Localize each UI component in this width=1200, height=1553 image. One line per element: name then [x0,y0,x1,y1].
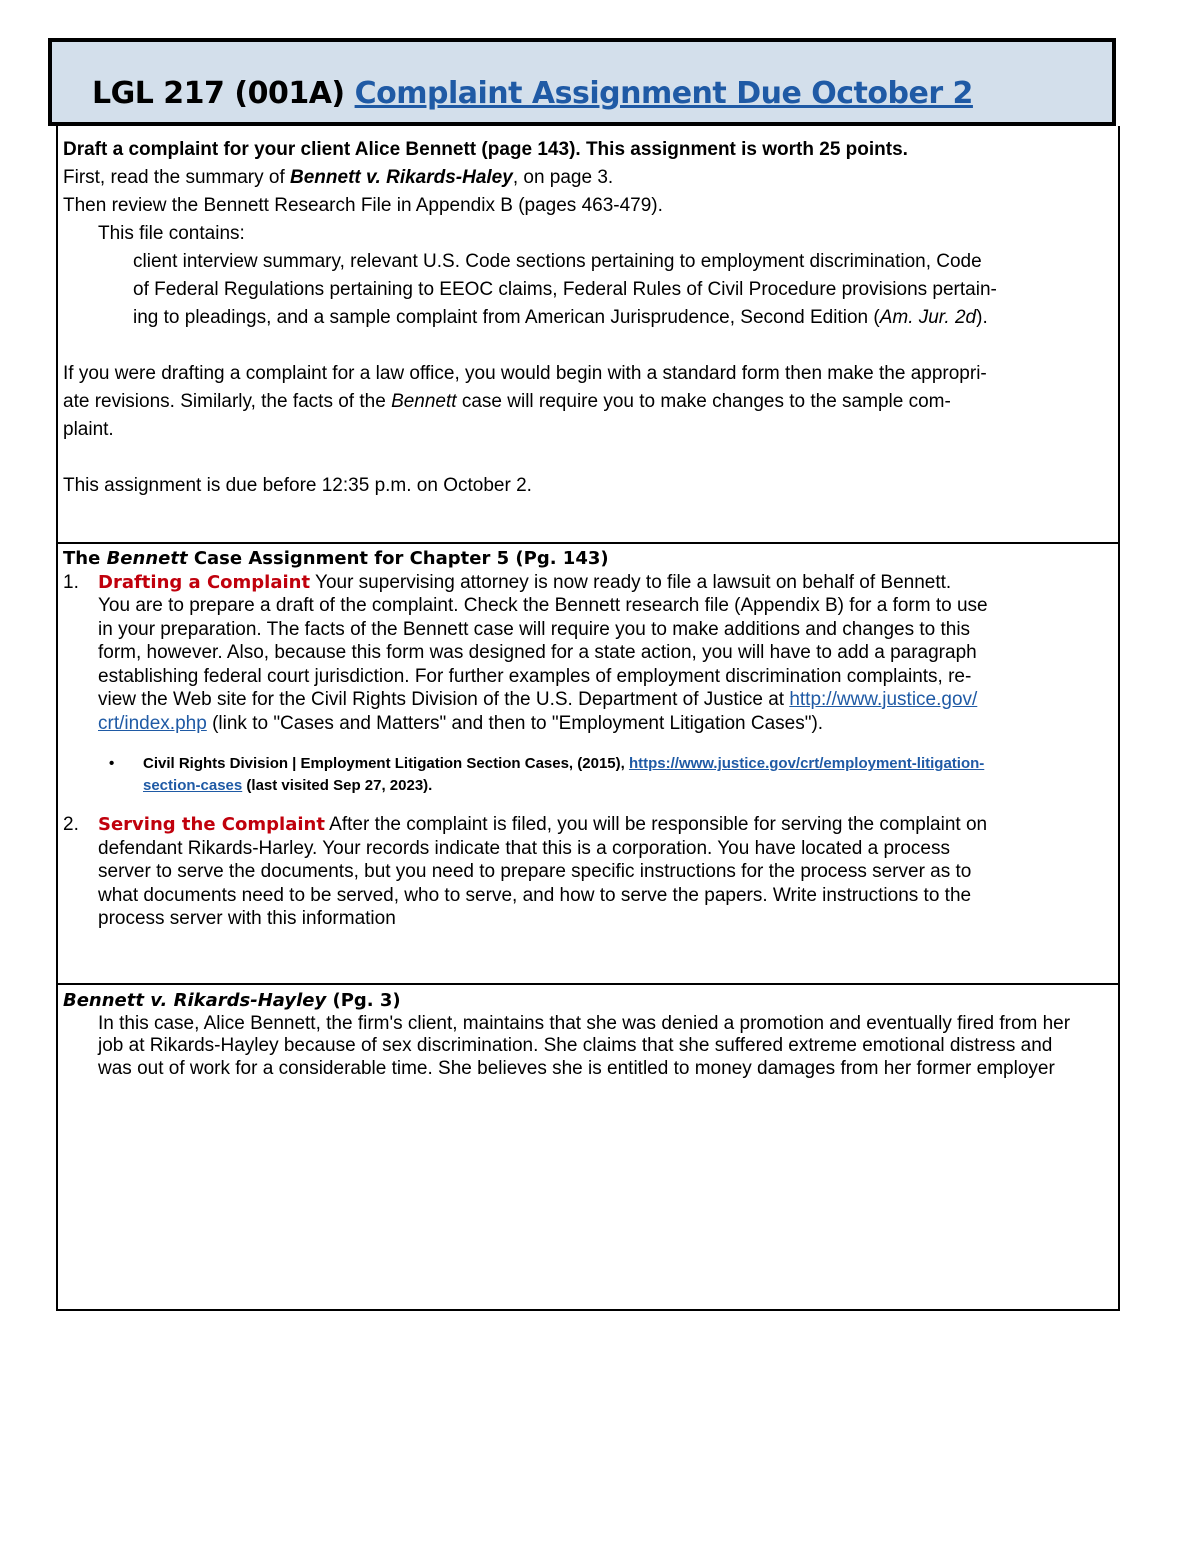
citation-bullet: • Civil Rights Division | Employment Litigation Section Cases, (2015), https://www.justice.gov/crt/employment-litigation- section-cases (last visited Sep 27, 2023). [109,753,1115,797]
doj-link-continued[interactable]: crt/index.php [98,712,207,734]
item-title-drafting: Drafting a Complaint [98,571,311,593]
doj-link[interactable]: http://www.justice.gov/ [789,689,978,710]
due-date-note: This assignment is due before 12:35 p.m. on October 2. [63,475,532,496]
item-title-serving: Serving the Complaint [98,814,325,835]
case-summary-text: In this case, Alice Bennett, the firm's client, maintains that she was denied a promotion and eventually fired from her job at Rikards-Hayley because of sex discrimination. She claims that she suffered extreme emotional distress and was out of work for a considerable time. She believes she is entitled to money damages from her former employer [98,1012,1071,1079]
course-code: LGL 217 (001A) [92,76,345,111]
header-banner [48,38,1116,126]
intro-lead: Draft a complaint for your client Alice Bennett (page 143). This assignment is worth 25 points. [63,139,908,160]
assignment-item-1: 1. Drafting a Complaint Your supervising attorney is now ready to file a lawsuit on behalf of Bennett. You are to prepare a draft of the complaint. Check the Bennett research file (Appendix B) for a form to use in your preparation. The facts of the Bennett case will require you to make additions and changes to this form, however. Also, because this form was designed for a state action, you will have to add a paragraph establishing federal court jurisdiction. For further examples of employment discrimination complaints, re- view the Web site for the Civil Rights Division of the U.S. Department of Justice at http://www.justice.gov/ crt/index.php (link to "Cases and Matters" and then to "Employment Litigation Cases"). [63,571,988,734]
intro-review-file: Then review the Bennett Research File in Appendix B (pages 463-479). [63,195,663,216]
section-divider-1 [56,542,1120,544]
case-summary-heading: Bennett v. Rikards-Hayley (Pg. 3) [63,990,401,1011]
assignment-heading: The Bennett Case Assignment for Chapter 5 (Pg. 143) [63,548,609,569]
title-link[interactable]: Complaint Assignment Due October 2 [354,76,973,111]
page-title [92,76,973,111]
intro-section [63,136,1113,500]
intro-contents-line-2: of Federal Regulations pertaining to EEOC claims, Federal Rules of Civil Procedure provisions pertain- [133,279,997,300]
assignment-item-2: 2. Serving the Complaint After the complaint is filed, you will be responsible for serving the complaint on defendant Rikards-Harley. Your records indicate that this is a corporation. You have located a process server to serve the documents, but you need to prepare specific instructions for the process server as to what documents need to be served, who to serve, and how to serve the papers. Write instructions to the process server with this information [63,814,988,929]
intro-file-contains: This file contains: [98,223,245,244]
assignment-section [63,547,1115,931]
intro-drafting-para-line-3: plaint. [63,419,114,440]
citation-link[interactable]: https://www.justice.gov/crt/employment-litigation- [628,755,985,772]
intro-contents-line-3: ing to pleadings, and a sample complaint from American Jurisprudence, Second Edition (Am. Jur. 2d). [133,307,988,328]
case-summary-section [63,990,1115,1080]
section-divider-2 [56,983,1120,985]
intro-contents-line-1: client interview summary, relevant U.S. Code sections pertaining to employment discrimination, Code [133,251,982,272]
intro-drafting-para-line-2: ate revisions. Similarly, the facts of the Bennett case will require you to make changes to the sample com- [63,391,951,412]
citation-link-continued[interactable]: section-cases [143,777,243,794]
intro-drafting-para-line-1: If you were drafting a complaint for a law office, you would begin with a standard form then make the appropri- [63,363,987,384]
bullet-icon: • [109,755,115,772]
intro-read-summary: First, read the summary of Bennett v. Rikards-Haley, on page 3. [63,167,614,188]
